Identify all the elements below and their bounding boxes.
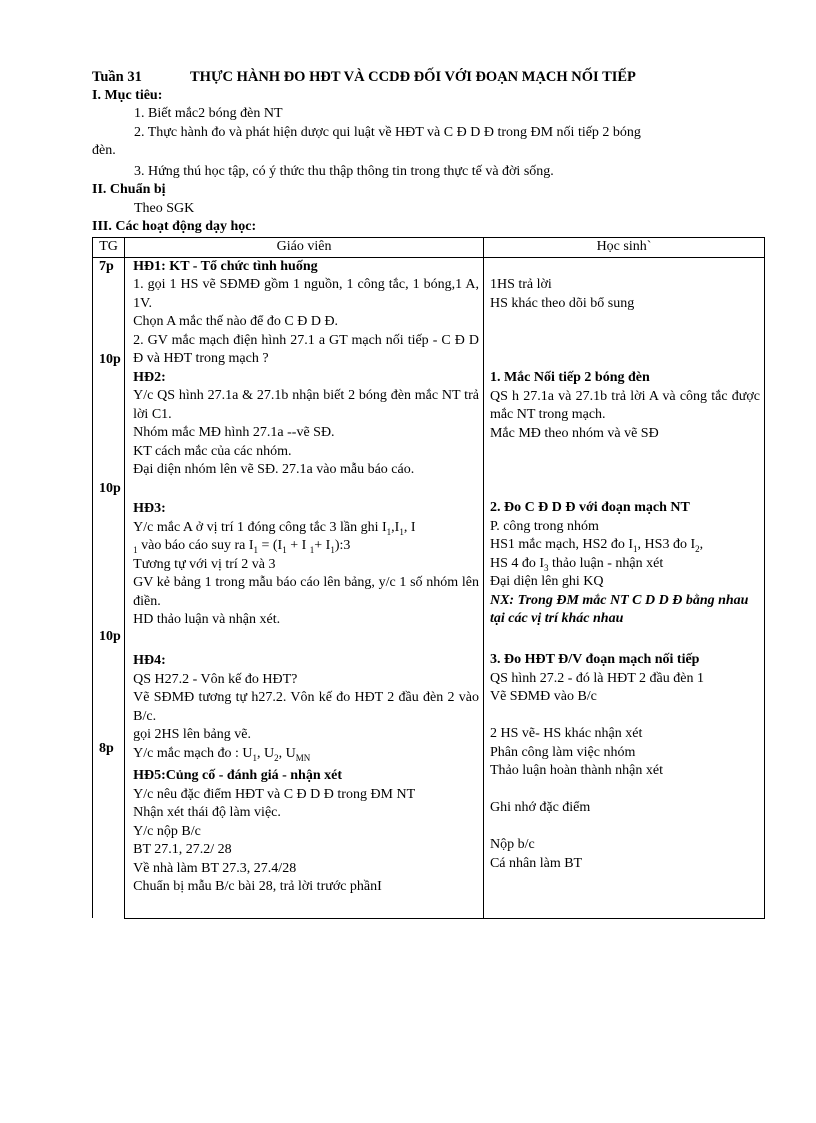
activity-title: HĐ4: (133, 653, 166, 668)
teacher-step: Chọn A mắc thế nào để đo C Đ D Đ. (133, 314, 339, 329)
student-step: QS hình 27.2 - đó là HĐT 2 đầu đèn 1 (489, 670, 704, 686)
row-time (93, 257, 125, 918)
time-value: 8p (99, 740, 114, 756)
student-conclusion: NX: Trong ĐM mắc NT C D D Đ bằng nhau tại các vị trí khác nhau (489, 592, 749, 626)
column-header-time: TG (93, 237, 125, 257)
teacher-step: 1. gọi 1 HS vẽ SĐMĐ gồm 1 nguồn, 1 công tắc, 1 bóng,1 A, 1V. (133, 277, 479, 311)
teacher-step: Đại diện nhóm lên vẽ SĐ. 27.1a vào mẫu báo cáo. (133, 462, 415, 477)
teacher-step: Tương tự với vị trí 2 và 3 (133, 556, 276, 572)
time-value: 10p (99, 352, 121, 367)
objective-item: 3. Hứng thú học tập, có ý thức thu thập thông tin trong thực tế và đời sống. (134, 163, 554, 179)
objective-item-continued: đèn. (92, 143, 116, 158)
teacher-step: QS H27.2 - Vôn kế đo HĐT? (133, 671, 298, 687)
teacher-step: $_1$ vào báo cáo suy ra $I_1 = (I_1 + I$ $_1+ I_1):3$ (133, 538, 351, 555)
student-step: QS h 27.1a và 27.1b trả lời A và công tắc được mắc NT trong mạch. (489, 388, 760, 422)
teacher-step: Y/c mắc A ở vị trí 1 đóng công tắc 3 lần ghi $I_1,I_1$, I (133, 519, 416, 537)
teacher-step: Y/c QS hình 27.1a & 27.1b nhận biết 2 bóng đèn mắc NT trả lời C1. (133, 388, 479, 422)
teacher-step: Y/c nêu đặc điểm HĐT và C Đ D Đ trong ĐM NT (133, 786, 416, 802)
student-section-title: 3. Đo HĐT Đ/V đoạn mạch nối tiếp (489, 652, 700, 667)
student-section-title: 2. Đo C Đ D Đ với đoạn mạch NT (489, 500, 690, 515)
teacher-step: Nhóm mắc MĐ hình 27.1a --vẽ SĐ. (133, 425, 335, 440)
objectives-heading: I. Mục tiêu: (92, 87, 163, 103)
activity-title: HĐ3: (133, 501, 166, 516)
teacher-step: HD thảo luận và nhận xét. (133, 612, 281, 627)
objective-item: 1. Biết mắc2 bóng đèn NT (134, 106, 283, 121)
teacher-step: Y/c nộp B/c (133, 823, 201, 839)
student-step: HS1 mắc mạch, HS2 đo $I_1$, HS3 đo $I_2$, (489, 537, 704, 554)
student-step: Vẽ SĐMĐ vào B/c (489, 689, 597, 704)
week-label: Tuần 31 (92, 69, 142, 85)
student-step: 2 HS vẽ- HS khác nhận xét (489, 726, 643, 741)
teacher-step: Vẽ SĐMĐ tương tự h27.2. Vôn kế đo HĐT 2 đầu đèn 2 vào B/c. (133, 690, 479, 724)
student-step: Phân công làm việc nhóm (489, 744, 636, 760)
activities-table (92, 237, 765, 919)
teacher-step: Chuẩn bị mẫu B/c bài 28, trả lời trước phầnI (133, 879, 382, 894)
student-step: P. công trong nhóm (489, 518, 599, 534)
activities-heading: III. Các hoạt động dạy học: (92, 219, 257, 234)
teacher-step: BT 27.1, 27.2/ 28 (133, 842, 232, 857)
time-value: 7p (99, 258, 114, 274)
activity-title: HĐ1: KT - Tổ chức tình huống (133, 258, 318, 274)
student-step: HS 4 đo $I_3$ thảo luận - nhận xét (489, 555, 664, 573)
teacher-step: Về nhà làm BT 27.3, 27.4/28 (133, 860, 297, 876)
student-step: Thảo luận hoàn thành nhận xét (489, 763, 663, 778)
activity-title: HĐ5:Củng cố - đánh giá - nhận xét (133, 768, 343, 783)
table-header-row (93, 237, 765, 257)
student-section-title: 1. Mắc Nối tiếp 2 bóng đèn (489, 370, 650, 385)
student-step: Mắc MĐ theo nhóm và vẽ SĐ (489, 425, 659, 441)
student-step: 1HS trả lời (489, 277, 552, 292)
time-value: 10p (99, 480, 121, 496)
teacher-step: gọi 2HS lên bảng vẽ. (133, 727, 251, 742)
student-step: Cá nhân làm BT (489, 855, 583, 871)
student-step: Nộp b/c (489, 837, 535, 852)
table-row (93, 257, 765, 918)
column-header-teacher: Giáo viên (125, 237, 484, 257)
header (92, 68, 766, 87)
teacher-column (125, 257, 484, 918)
student-step: Đại diện lên ghi KQ (489, 574, 604, 589)
student-column (483, 257, 764, 918)
teacher-step: Y/c mắc mạch đo : $U_1$, $U_2$, $U_{MN}$ (133, 745, 311, 763)
teacher-step: Nhận xét thái độ làm việc. (133, 805, 281, 820)
activity-title: HĐ2: (133, 369, 166, 385)
teacher-step: 2. GV mắc mạch điện hình 27.1 a GT mạch nối tiếp - C Đ D Đ và HĐT trong mạch ? (133, 332, 479, 366)
teacher-step: GV kẻ bảng 1 trong mẫu báo cáo lên bảng, y/c 1 số nhóm lên điền. (133, 575, 479, 609)
preparation-text: Theo SGK (134, 200, 195, 216)
time-value: 10p (99, 629, 121, 644)
student-step: Ghi nhớ đặc điểm (489, 800, 591, 815)
student-step: HS khác theo dõi bổ sung (489, 295, 635, 311)
page-title: THỰC HÀNH ĐO HĐT VÀ CCDĐ ĐỐI VỚI ĐOẠN MẠCH NỐI TIẾP (190, 69, 636, 85)
objective-item: 2. Thực hành đo và phát hiện dược qui luật về HĐT và C Đ D Đ trong ĐM nối tiếp 2 bóng (134, 124, 641, 140)
preparation-heading: II. Chuẩn bị (92, 182, 166, 197)
teacher-step: KT cách mắc của các nhóm. (133, 443, 292, 459)
column-header-student: Học sinh` (483, 237, 764, 257)
lesson-plan-page (92, 68, 766, 919)
